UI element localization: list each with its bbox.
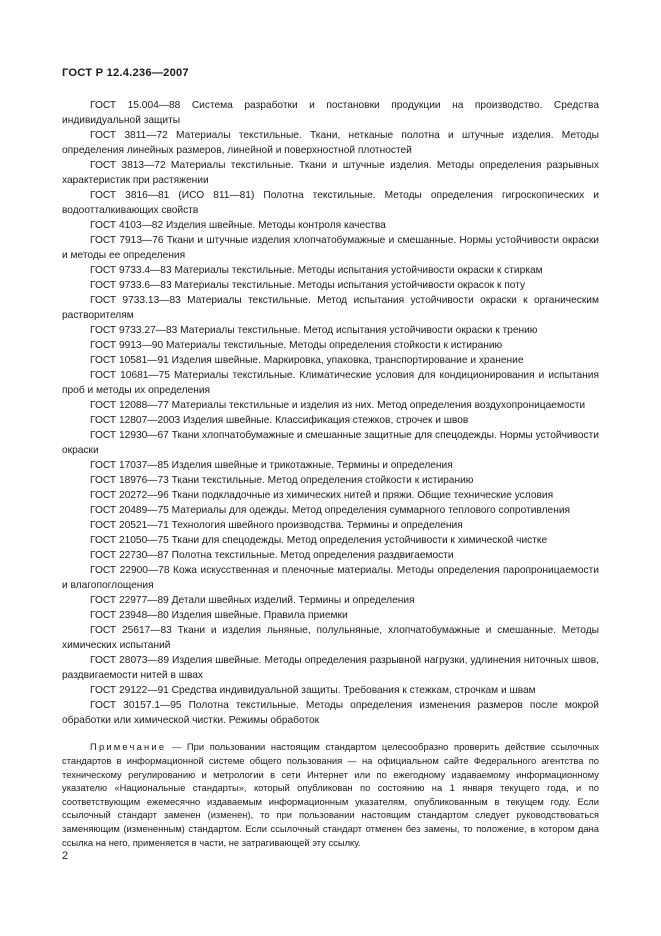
reference-item: ГОСТ 18976—73 Ткани текстильные. Метод определения стойкости к истиранию <box>90 475 474 486</box>
reference-item: ГОСТ 20489—75 Материалы для одежды. Метод определения суммарного теплового сопротивления <box>90 505 571 516</box>
reference-item: ГОСТ 22977—89 Детали швейных изделий. Термины и определения <box>90 595 415 606</box>
normative-references <box>62 98 599 728</box>
note-label: Примечание <box>90 741 167 753</box>
reference-item: ГОСТ 20521—71 Технология швейного производства. Термины и определения <box>90 520 463 531</box>
reference-item: ГОСТ 10581—91 Изделия швейные. Маркировка, упаковка, транспортирование и хранение <box>90 355 524 366</box>
reference-item: ГОСТ 3816—81 (ИСО 811—81) Полотна текстильные. Методы определения гигроскопических и водоотталкивающих свойств <box>62 190 599 216</box>
reference-item: ГОСТ 10681—75 Материалы текстильные. Климатические условия для кондиционирования и испытания проб и методы их определения <box>62 370 599 396</box>
reference-item: ГОСТ 9913—90 Материалы текстильные. Методы определения стойкости к истиранию <box>90 340 503 351</box>
reference-item: ГОСТ 9733.13—83 Материалы текстильные. Метод испытания устойчивости окраски к органическим растворителям <box>62 295 599 321</box>
reference-item: ГОСТ 4103—82 Изделия швейные. Методы контроля качества <box>90 220 386 231</box>
reference-item: ГОСТ 20272—96 Ткани подкладочные из химических нитей и пряжи. Общие технические условия <box>90 490 554 501</box>
reference-item: ГОСТ 9733.6—83 Материалы текстильные. Методы испытания устойчивости окрасок к поту <box>90 280 526 291</box>
reference-item: ГОСТ 12930—67 Ткани хлопчатобумажные и смешанные защитные для спецодежды. Нормы устойчивости окраски <box>62 430 599 456</box>
reference-item: ГОСТ 29122—91 Средства индивидуальной защиты. Требования к стежкам, строчкам и швам <box>90 685 536 696</box>
document-header: ГОСТ Р 12.4.236—2007 <box>62 67 189 79</box>
reference-item: ГОСТ 23948—80 Изделия швейные. Правила приемки <box>90 610 348 621</box>
reference-item: ГОСТ 17037—85 Изделия швейные и трикотажные. Термины и определения <box>90 460 453 471</box>
note-text: — При пользовании настоящим стандартом целесообразно проверить действие ссылочных стандартов в информационной системе общего пользования — на официальном сайте Федерального агентства по техническому регулированию и метрологии в сети Интернет или по ежегодному издаваемому информационному указателю «Национальные стандарты», который опубликован по состоянию на 1 января текущего года, и по соответствующим ежемесячно издаваемым информационным указателям, опубликованным в текущем году. Если ссылочный стандарт заменен (изменен), то при пользовании настоящим стандартом следует руководствоваться заменяющим (измененным) стандартом. Если ссылочный стандарт отменен без замены, то положение, в котором дана ссылка на него, применяется в части, не затрагивающей эту ссылку. <box>62 741 599 848</box>
reference-item: ГОСТ 30157.1—95 Полотна текстильные. Методы определения изменения размеров после мокрой обработки или химической чистки. Режимы обработок <box>62 700 599 726</box>
page-number: 2 <box>62 850 69 862</box>
reference-item: ГОСТ 9733.27—83 Материалы текстильные. Метод испытания устойчивости окраски к трению <box>90 325 538 336</box>
reference-item: ГОСТ 12088—77 Материалы текстильные и изделия из них. Метод определения воздухопроницаемости <box>90 400 586 411</box>
reference-item: ГОСТ 7913—76 Ткани и штучные изделия хлопчатобумажные и смешанные. Нормы устойчивости окраски и методы ее определения <box>62 235 599 261</box>
note-paragraph <box>62 740 599 849</box>
reference-item: ГОСТ 12807—2003 Изделия швейные. Классификация стежков, строчек и швов <box>90 415 469 426</box>
reference-item: ГОСТ 3813—72 Материалы текстильные. Ткани и штучные изделия. Методы определения разрывных характеристик при растяжении <box>62 160 599 186</box>
reference-item: ГОСТ 9733.4—83 Материалы текстильные. Методы испытания устойчивости окраски к стиркам <box>90 265 543 276</box>
reference-item: ГОСТ 3811—72 Материалы текстильные. Ткани, нетканые полотна и штучные изделия. Методы определения линейных размеров, линейной и поверхностной плотностей <box>62 130 599 156</box>
reference-item: ГОСТ 28073—89 Изделия швейные. Методы определения разрывной нагрузки, удлинения ниточных швов, раздвигаемости нитей в швах <box>62 655 599 681</box>
reference-item: ГОСТ 22730—87 Полотна текстильные. Метод определения раздвигаемости <box>90 550 454 561</box>
reference-item: ГОСТ 21050—75 Ткани для спецодежды. Метод определения устойчивости к химической чистке <box>90 535 548 546</box>
reference-item: ГОСТ 22900—78 Кожа искусственная и пленочные материалы. Методы определения паропроницаемости и влагопоглощения <box>62 565 599 591</box>
reference-item: ГОСТ 15.004—88 Система разработки и постановки продукции на производство. Средства индивидуальной защиты <box>62 100 599 126</box>
reference-item: ГОСТ 25617—83 Ткани и изделия льняные, полульняные, хлопчатобумажные и смешанные. Методы химических испытаний <box>62 625 599 651</box>
